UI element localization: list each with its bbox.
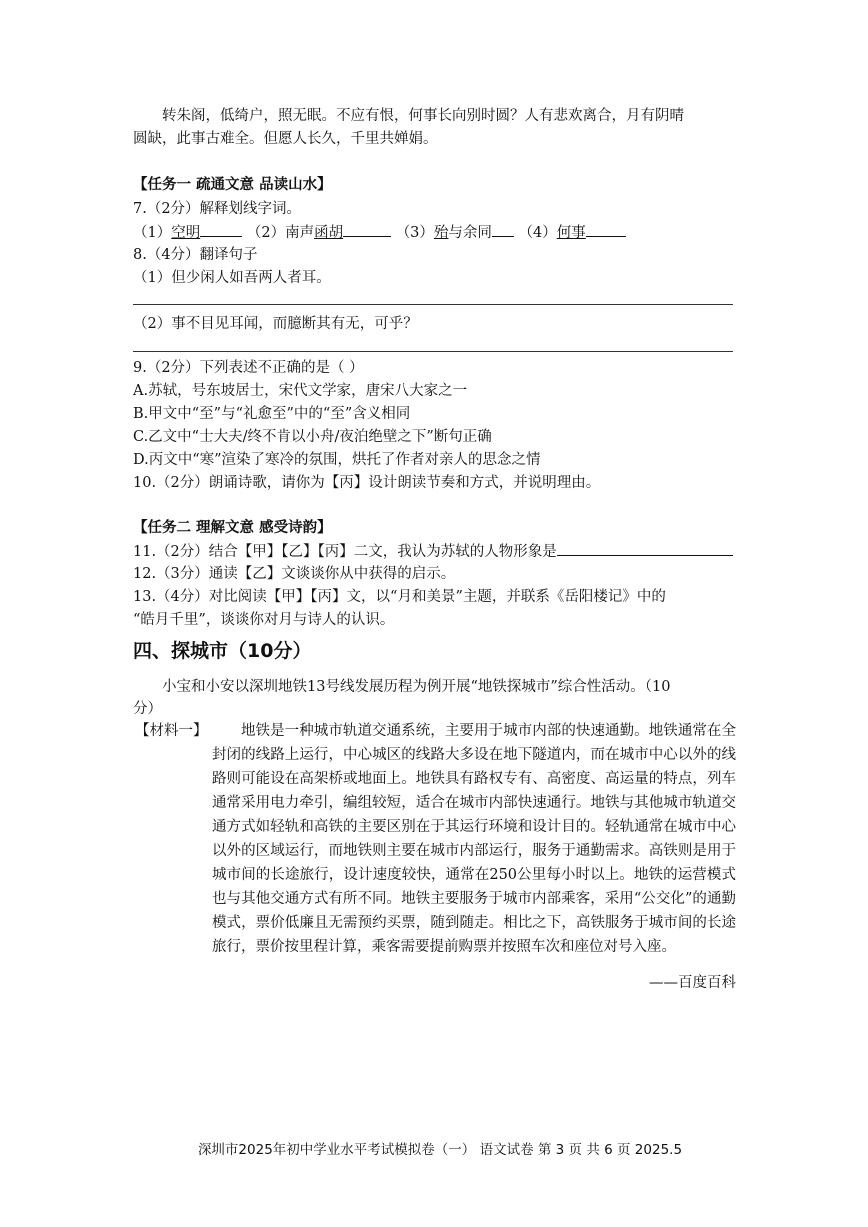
poem-line-2: 圆缺，此事古难全。但愿人长久，千里共婵娟。 xyxy=(133,131,438,147)
q7-item1-word: 空明 xyxy=(171,225,201,241)
question-9: 9.（2分）下列表述不正确的是（ ） xyxy=(133,360,364,376)
q7-item1-num: （1） xyxy=(133,225,172,241)
task1-title: 【任务一 疏通文意 品读山水】 xyxy=(133,177,332,193)
material-1-label: 【材料一】 xyxy=(135,723,208,739)
q7-item2-word: 函胡 xyxy=(314,225,344,241)
answer-line-8-1[interactable] xyxy=(133,304,733,305)
question-12: 12.（3分）通读【乙】文谈谈你从中获得的启示。 xyxy=(133,566,456,582)
q7-item2-blank[interactable] xyxy=(343,221,391,237)
question-8-1: （1）但少闲人如吾两人者耳。 xyxy=(133,270,331,286)
question-11-text: 11.（2分）结合【甲】【乙】【丙】二文，我认为苏轼的人物形象是 xyxy=(133,544,557,560)
section-4-title: 四、探城市（10分） xyxy=(133,640,312,662)
question-10: 10.（2分）朗诵诗歌，请你为【丙】设计朗读节奏和方式，并说明理由。 xyxy=(133,475,601,491)
page-footer: 深圳市2025年初中学业水平考试模拟卷（一） 语文试卷 第 3 页 共 6 页 2025.5 xyxy=(197,1142,683,1158)
question-7-items xyxy=(133,221,738,245)
question-11 xyxy=(133,540,738,564)
question-13-line-2: “皓月千里”，谈谈你对月与诗人的认识。 xyxy=(133,612,395,628)
q7-item4-word: 何事 xyxy=(556,225,586,241)
material-1-text: 地铁是一种城市轨道交通系统，主要用于城市内部的快速通勤。地铁通常在全封闭的线路上运行，中心城区的线路大多设在地下隧道内，而在城市中心以外的线路则可能设在高架桥或地面上。地铁具有路权专有、高密度、高运量的特点，列车通常采用电力牵引，编组较短，适合在城市内部快速通行。地铁与其他城市轨道交通方式如轻轨和高铁的主要区别在于其运行环境和设计目的。轻轨通常在城市中心以外的区域运行，而地铁则主要在城市内部运行，服务于通勤需求。高铁则是用于城市间的长途旅行，设计速度较快，通常在250公里每小时以上。地铁的运营模式也与其他交通方式有所不同。地铁主要服务于城市内部乘客，采用“公交化”的通勤模式，票价低廉且无需预约买票，随到随走。相比之下，高铁服务于城市间的长途旅行，票价按里程计算，乘客需要提前购票并按照车次和座位对号入座。 xyxy=(212,723,736,955)
section-4-intro-2: 分） xyxy=(133,701,162,717)
question-9-option-a: A.苏轼，号东坡居士，宋代文学家，唐宋八大家之一 xyxy=(133,383,468,399)
question-7: 7.（2分）解释划线字词。 xyxy=(133,201,302,217)
q7-item2-num: （2）南声 xyxy=(246,225,315,241)
material-1-source: ——百度百科 xyxy=(649,975,736,991)
question-8: 8.（4分）翻译句子 xyxy=(133,247,258,263)
q7-item4-blank[interactable] xyxy=(586,221,626,237)
question-13-line-1: 13.（4分）对比阅读【甲】【丙】文，以“月和美景”主题，并联系《岳阳楼记》中的 xyxy=(133,589,666,605)
question-9-option-d: D.丙文中“寒”渲染了寒冷的氛围，烘托了作者对亲人的思念之情 xyxy=(133,452,541,468)
question-9-option-b: B.甲文中“至”与“礼愈至”中的“至”含义相同 xyxy=(133,406,411,422)
task2-title: 【任务二 理解文意 感受诗韵】 xyxy=(133,520,332,536)
question-11-blank[interactable] xyxy=(557,540,733,556)
answer-line-8-2[interactable] xyxy=(133,351,733,352)
q7-item3-num: （3） xyxy=(395,225,434,241)
q7-item3-blank[interactable] xyxy=(492,221,514,237)
poem-line-1: 转朱阁，低绮户，照无眠。不应有恨，何事长向别时圆？人有悲欢离合，月有阴晴 xyxy=(162,108,684,124)
q7-item3-word: 殆 xyxy=(433,225,449,241)
section-4-intro-1: 小宝和小安以深圳地铁13号线发展历程为例开展“地铁探城市”综合性活动。（10 xyxy=(162,679,671,695)
question-8-2: （2）事不目见耳闻，而臆断其有无，可乎？ xyxy=(133,316,418,332)
question-9-option-c: C.乙文中“士大夫/终不肯以小舟/夜泊绝壁之下”断句正确 xyxy=(133,429,492,445)
q7-item4-num: （4） xyxy=(518,225,557,241)
q7-item1-blank[interactable] xyxy=(200,221,242,237)
q7-item3-rest: 与余同 xyxy=(448,225,492,241)
